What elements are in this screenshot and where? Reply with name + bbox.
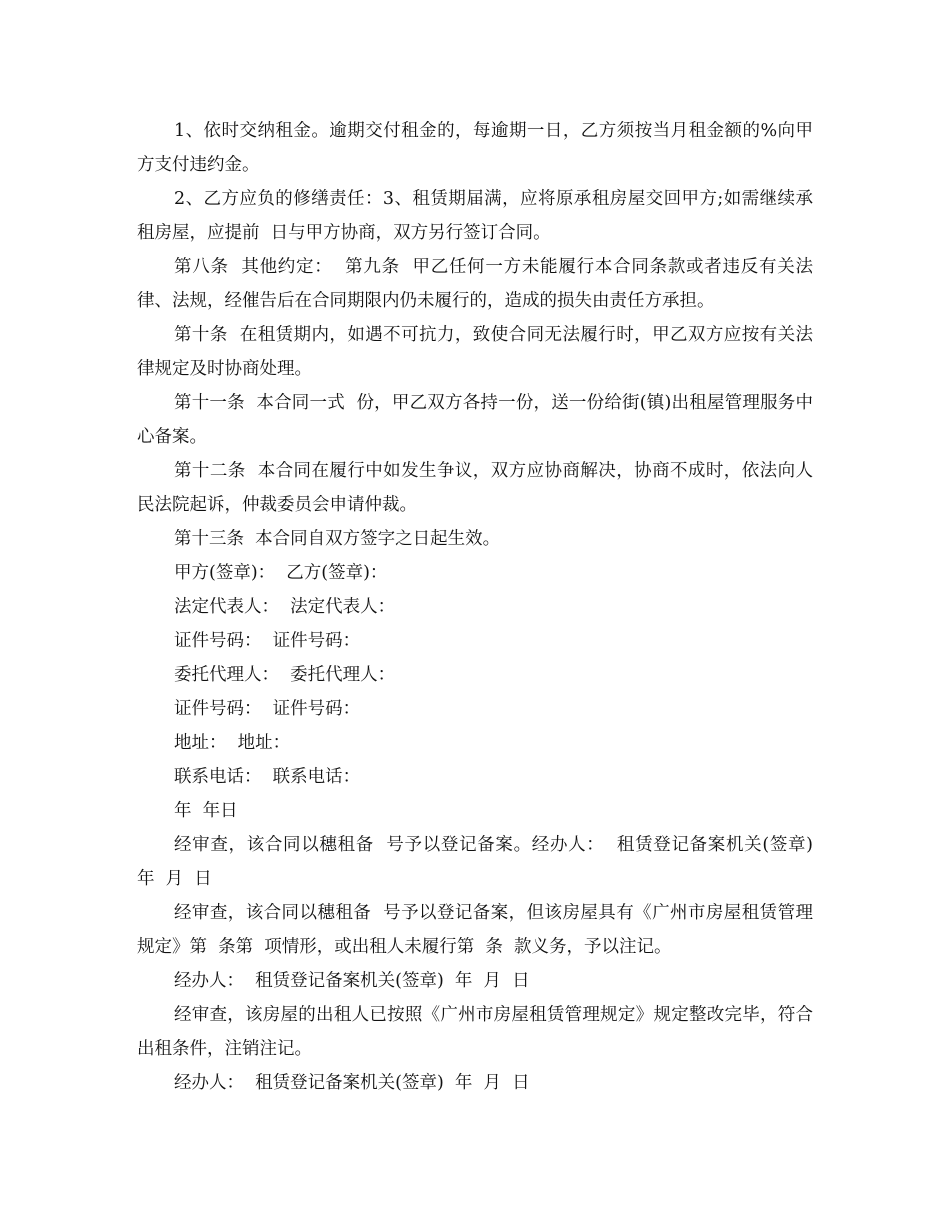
article-13: 第十三条 本合同自双方签字之日起生效。 (174, 529, 501, 549)
registration-signoff-3: 经办人： 租赁登记备案机关(签章) 年 月 日 (174, 1073, 530, 1093)
signature-line-parties: 甲方(签章)： 乙方(签章)： (174, 563, 388, 583)
article-12: 第十二条 本合同在履行中如发生争议，双方应协商解决，协商不成时，依法向人民法院起诉，仲裁委员会申请仲裁。 (137, 461, 813, 515)
signature-line-agent-id-number: 证件号码： 证件号码： (174, 699, 361, 719)
registration-note-2: 经审查，该合同以穗租备 号予以登记备案，但该房屋具有《广州市房屋租赁管理规定》第 条第 项情形，或出租人未履行第 条 款义务，予以注记。 (137, 903, 813, 957)
signature-line-date: 年 年日 (174, 801, 238, 821)
registration-note-3: 经审查，该房屋的出租人已按照《广州市房屋租赁管理规定》规定整改完毕，符合出租条件，注销注记。 (137, 1005, 813, 1059)
signature-line-id-number: 证件号码： 证件号码： (174, 631, 361, 651)
article-10: 第十条 在租赁期内，如遇不可抗力，致使合同无法履行时，甲乙双方应按有关法律规定及时协商处理。 (137, 325, 813, 379)
article-11: 第十一条 本合同一式 份，甲乙双方各持一份，送一份给街(镇)出租屋管理服务中心备案。 (137, 393, 813, 447)
signature-line-address: 地址： 地址： (174, 733, 291, 753)
registration-signoff-2: 经办人： 租赁登记备案机关(签章) 年 月 日 (174, 971, 530, 991)
signature-line-legal-rep: 法定代表人： 法定代表人： (174, 597, 396, 617)
clause-repair-and-renewal: 2、乙方应负的修缮责任：3、租赁期届满，应将原承租房屋交回甲方;如需继续承租房屋，应提前 日与甲方协商，双方另行签订合同。 (137, 189, 813, 243)
signature-line-phone: 联系电话： 联系电话： (174, 767, 361, 787)
article-8-9: 第八条 其他约定： 第九条 甲乙任何一方未能履行本合同条款或者违反有关法律、法规，经催告后在合同期限内仍未履行的，造成的损失由责任方承担。 (137, 257, 813, 311)
registration-note-1: 经审查，该合同以穗租备 号予以登记备案。经办人： 租赁登记备案机关(签章) 年 月 日 (137, 835, 825, 889)
clause-rent-payment: 1、依时交纳租金。逾期交付租金的，每逾期一日，乙方须按当月租金额的%向甲方支付违约金。 (137, 121, 813, 175)
signature-line-agent: 委托代理人： 委托代理人： (174, 665, 396, 685)
document-body (137, 114, 825, 1100)
